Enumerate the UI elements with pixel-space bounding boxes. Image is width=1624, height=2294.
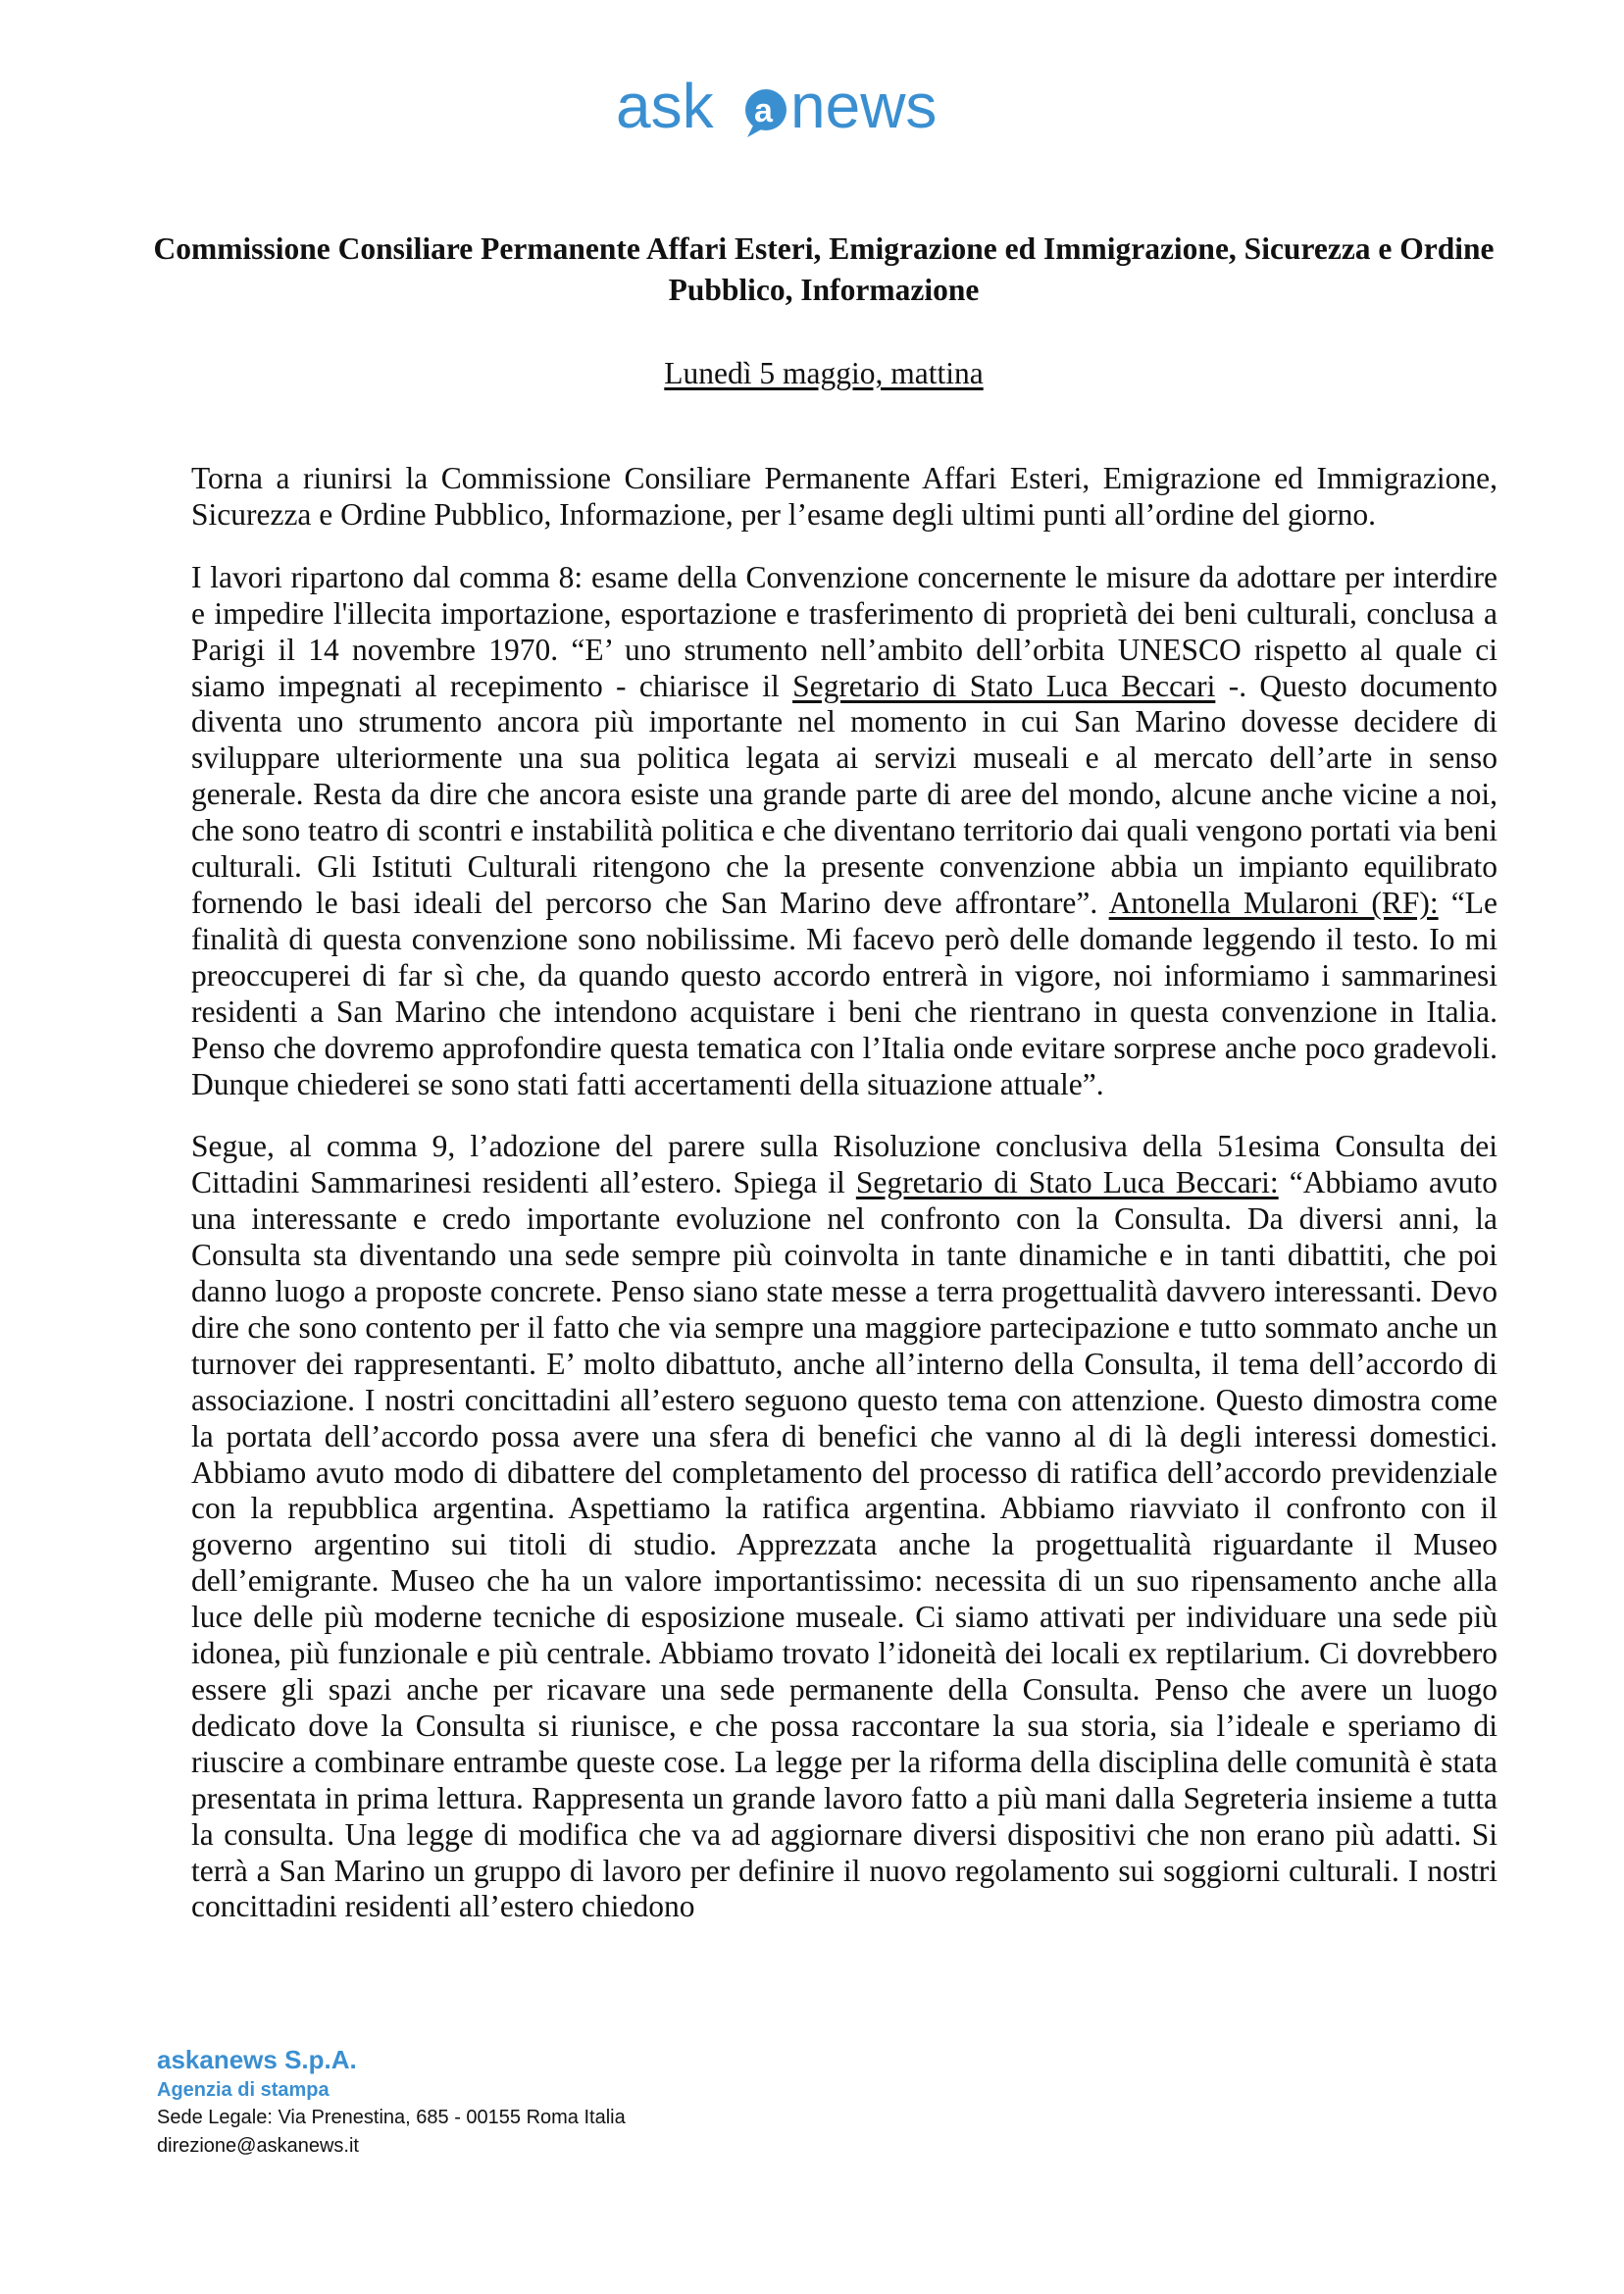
paragraph-intro-text: Torna a riunirsi la Commissione Consiliare Permanente Affari Esteri, Emigrazione ed Immigrazione, Sicurezza e Ordine Pubblico, Informazione, per l’esame degli ultimi punti all’ordine del giorno. [191, 461, 1497, 532]
paragraph-comma-8-text-1: I lavori ripartono dal comma 8: esame della Convenzione concernente le misure da adottare per interdire e impedire l'illecita importazione, esportazione e trasferimento di proprietà dei beni culturali, conclusa a Parigi il 14 novembre 1970. “E’ uno strumento nell’ambito dell’orbita UNESCO rispetto al quale ci siamo impegnati al recepimento - chiarisce il [191, 559, 1497, 703]
paragraph-comma-8-text-2: -. Questo documento diventa uno strumento ancora più importante nel momento in cui San Marino dovesse decidere di sviluppare ulteriormente una sua politica legata ai servizi museali e al mercato dell’arte in senso generale. Resta da dire che ancora esiste una grande parte di aree del mondo, alcune anche vicine a noi, che sono teatro di scontri e instabilità politica e che diventano territorio dai quali vengono portati via beni culturali. Gli Istituti Culturali ritengono che la presente convenzione abbia un impianto equilibrato fornendo le basi ideali del percorso che San Marino deve affrontare”. [191, 668, 1497, 920]
paragraph-comma-9 [191, 1129, 1497, 1925]
logo-speech-bubble-icon [745, 89, 787, 137]
askanews-logo [616, 71, 1020, 149]
footer-agency: Agenzia di stampa [157, 2079, 330, 2101]
speaker-name-beccari: Segretario di Stato Luca Beccari [792, 668, 1216, 703]
paragraph-comma-8-text-3: “Le finalità di questa convenzione sono nobilissime. Mi facevo però delle domande leggendo il testo. Io mi preoccuperei di far sì che, da quando questo accordo entrerà in vigore, noi informiamo i sammarinesi residenti a San Marino che intendono acquistare i beni che rientrano in questa convenzione in Italia. Penso che dovremo approfondire questa tematica con l’Italia onde evitare sorprese anche poco gradevoli. Dunque chiederei se sono stati fatti accertamenti della situazione attuale”. [191, 885, 1497, 1101]
paragraph-intro [191, 461, 1497, 534]
paragraph-comma-9-text-1: Segue, al comma 9, l’adozione del parere sulla Risoluzione conclusiva della 51esima Consulta dei Cittadini Sammarinesi residenti all’estero. Spiega il [191, 1129, 1497, 1200]
paragraph-comma-8 [191, 560, 1497, 1103]
footer-address: Sede Legale: Via Prenestina, 685 - 00155 Roma Italia [157, 2107, 626, 2128]
session-date [147, 353, 1500, 394]
logo-mark: a [754, 92, 773, 129]
footer-company: askanews S.p.A. [157, 2045, 357, 2074]
session-date-text: Lunedì 5 maggio, mattina [664, 356, 984, 390]
article-body [191, 461, 1497, 1952]
logo-text-right: news [790, 71, 938, 141]
speaker-name-mularoni: Antonella Mularoni (RF): [1108, 885, 1439, 920]
logo-text-left: ask [616, 71, 714, 141]
paragraph-comma-9-text-2: “Abbiamo avuto una interessante e credo importante evoluzione nel confronto con la Consulta. Da diversi anni, la Consulta sta diventando una sede sempre più coinvolta in tante dinamiche e in tanti dibattiti, che poi danno luogo a proposte concrete. Penso siano state messe a terra progettualità davvero interessanti. Devo dire che sono contento per il fatto che via sempre una maggiore partecipazione e tutto sommato anche un turnover dei rappresentanti. E’ molto dibattuto, anche all’interno della Consulta, il tema dell’accordo di associazione. I nostri concittadini all’estero seguono questo tema con attenzione. Questo dimostra come la portata dell’accordo possa avere una sfera di benefici che vanno al di là degli interessi domestici. Abbiamo avuto modo di dibattere del completamento del processo di ratifica dell’accordo previdenziale con la repubblica argentina. Aspettiamo la ratifica argentina. Abbiamo riavviato il confronto con il governo argentino sui titoli di studio. Apprezzata anche la progettualità riguardante il Museo dell’emigrante. Museo che ha un valore importantissimo: necessita di un suo ripensamento anche alla luce delle più moderne tecniche di esposizione museale. Ci siamo attivati per individuare una sede più idonea, più funzionale e più centrale. Abbiamo trovato l’idoneità dei locali ex reptilarium. Ci dovrebbero essere gli spazi anche per ricavare una sede permanente della Consulta. Penso che avere un luogo dedicato dove la Consulta si riunisce, e che possa raccontare la sua storia, sia l’ideale e speriamo di riuscire a combinare entrambe queste cose. La legge per la riforma della disciplina delle comunità è stata presentata in prima lettura. Rappresenta un grande lavoro fatto a più mani dalla Segreteria insieme a tutta la consulta. Una legge di modifica che va ad aggiornare diversi dispositivi che non erano più adatti. Si terrà a San Marino un gruppo di lavoro per definire il nuovo regolamento sui soggiorni culturali. I nostri concittadini residenti all’estero chiedono [191, 1165, 1497, 1924]
document-title: Commissione Consiliare Permanente Affari Esteri, Emigrazione ed Immigrazione, Sicurezza e Ordine Pubblico, Informazione [153, 231, 1495, 307]
footer [157, 2043, 626, 2161]
footer-email: direzione@askanews.it [157, 2135, 359, 2157]
speaker-name-beccari-2: Segretario di Stato Luca Beccari: [855, 1165, 1279, 1200]
